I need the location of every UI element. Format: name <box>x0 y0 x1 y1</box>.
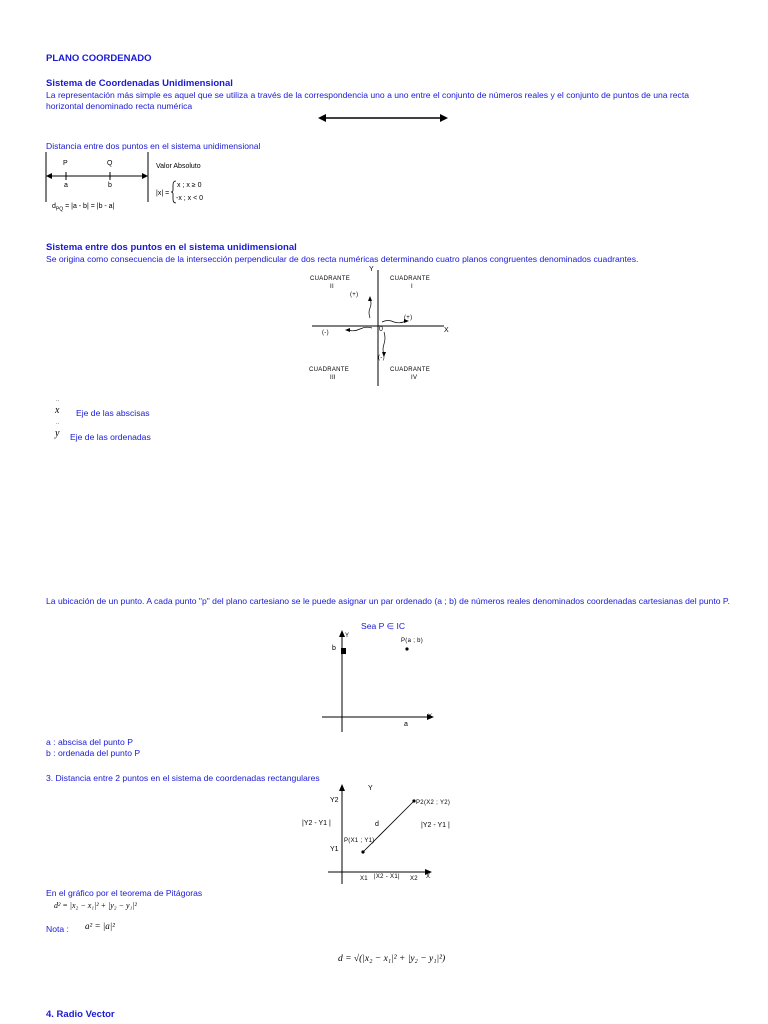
definition-ordinate: b : ordenada del punto P <box>46 748 141 758</box>
axis-y-label: Y <box>345 633 350 639</box>
nota-label: Nota : <box>46 924 69 934</box>
label-p: P <box>63 160 68 167</box>
axis-x-label: X <box>444 327 449 334</box>
y2-label: Y2 <box>330 797 339 804</box>
origin-label: 0 <box>379 326 383 333</box>
point-p1-label: P(X1 ; Y1) <box>344 838 375 844</box>
axis-symbol-x: x <box>55 405 60 416</box>
pitagoras-formula: d² = |x₂ − x₁|² + |y₂ − y₁|² <box>54 901 137 910</box>
x2-label: X2 <box>410 876 418 882</box>
quadrant-iv-label: CUADRANTE <box>390 367 431 373</box>
point-p-label: P(a ; b) <box>401 638 424 644</box>
diff-y-left-label: |Y2 - Y1 | <box>302 820 331 827</box>
nota-formula: a² = |a|² <box>85 921 115 931</box>
point-p2-label: P2(X2 ; Y2) <box>416 800 451 806</box>
section-text-point-location: La ubicación de un punto. A cada punto "p" del plano cartesiano se le puede asignar un par ordenado (a ; b) de números reales denominados coordenadas cartesianas del punto P. <box>46 596 730 606</box>
hat-mark: ·· <box>56 421 60 427</box>
quadrant-iii-number: III <box>330 375 336 381</box>
label-a: a <box>64 182 68 189</box>
axis-y-label: Y <box>368 785 373 792</box>
section-text-unidimensional: La representación más simple es aquel que se utiliza a través de la correspondencia uno a uno entre el conjunto de números reales y el conjunto de puntos de una recta horizontal denominado recta numérica <box>46 90 690 111</box>
definition-abscissa: a : abscisa del punto P <box>46 737 133 747</box>
section-heading-unidimensional: Sistema de Coordenadas Unidimensional <box>46 78 233 89</box>
y1-label: Y1 <box>330 846 339 853</box>
sea-p-label: Sea P ∈ IC <box>361 621 406 631</box>
label-b: b <box>108 182 112 189</box>
quadrant-ii-label: CUADRANTE <box>310 276 351 282</box>
distance-d-label: d <box>375 821 379 828</box>
pitagoras-text: En el gráfico por el teorema de Pitágoras <box>46 888 203 898</box>
page-title: PLANO COORDENADO <box>46 53 152 64</box>
absolute-value-case-1: x ; x ≥ 0 <box>177 182 202 189</box>
quadrant-ii-number: II <box>330 284 334 290</box>
distance-2d-figure <box>322 784 436 884</box>
x1-label: X1 <box>360 876 368 882</box>
hat-mark: ·· <box>56 398 60 404</box>
section-heading-radio-vector: 4. Radio Vector <box>46 1009 115 1020</box>
quadrant-iii-label: CUADRANTE <box>309 367 350 373</box>
absolute-value-lhs: |x| = <box>156 190 170 197</box>
section-heading-distance-1d: Distancia entre dos puntos en el sistema unidimensional <box>46 141 261 151</box>
axis-x-label: X <box>428 714 433 720</box>
axis-desc-y: Eje de las ordenadas <box>70 432 151 442</box>
distance-formula: $d_{PQ} = |a - b| = |b - a|$ <box>52 203 115 213</box>
distance-final-formula: d = √(|x₂ − x₁|² + |y₂ − y₁|²) <box>338 954 446 964</box>
diff-y-right-label: |Y2 - Y1 | <box>421 822 450 829</box>
quadrant-i-number: I <box>411 284 413 290</box>
absolute-value-title: Valor Absoluto <box>156 163 201 170</box>
axis-y-label: Y <box>369 266 374 273</box>
absolute-value-case-2: -x ; x < 0 <box>176 195 204 202</box>
abscissa-a-label: a <box>404 721 408 728</box>
section-heading-quadrants: Sistema entre dos puntos en el sistema unidimensional <box>46 242 297 253</box>
ordinate-b-label: b <box>332 645 336 652</box>
diff-x-label: |X2 - X1| <box>374 874 400 880</box>
section-text-quadrants: Se origina como consecuencia de la intersección perpendicular de dos recta numéricas determinando cuatro planos congruentes denominados cuadrantes. <box>46 254 639 264</box>
number-line-figure <box>318 112 448 124</box>
section-heading-distance-2d: 3. Distancia entre 2 puntos en el sistema de coordenadas rectangulares <box>46 773 320 783</box>
point-plane-figure <box>322 630 436 732</box>
plus-right-label: (+) <box>404 315 413 321</box>
minus-down-label: (-) <box>378 355 385 361</box>
plus-up-label: (+) <box>350 292 359 298</box>
label-q: Q <box>107 160 113 167</box>
quadrant-iv-number: IV <box>411 375 418 381</box>
minus-left-label: (-) <box>322 330 329 336</box>
distance-1d-figure <box>44 150 154 206</box>
axis-symbol-y: y <box>55 428 60 439</box>
axis-desc-x: Eje de las abscisas <box>76 408 150 418</box>
axis-x-label: X <box>426 874 431 880</box>
quadrant-i-label: CUADRANTE <box>390 276 431 282</box>
